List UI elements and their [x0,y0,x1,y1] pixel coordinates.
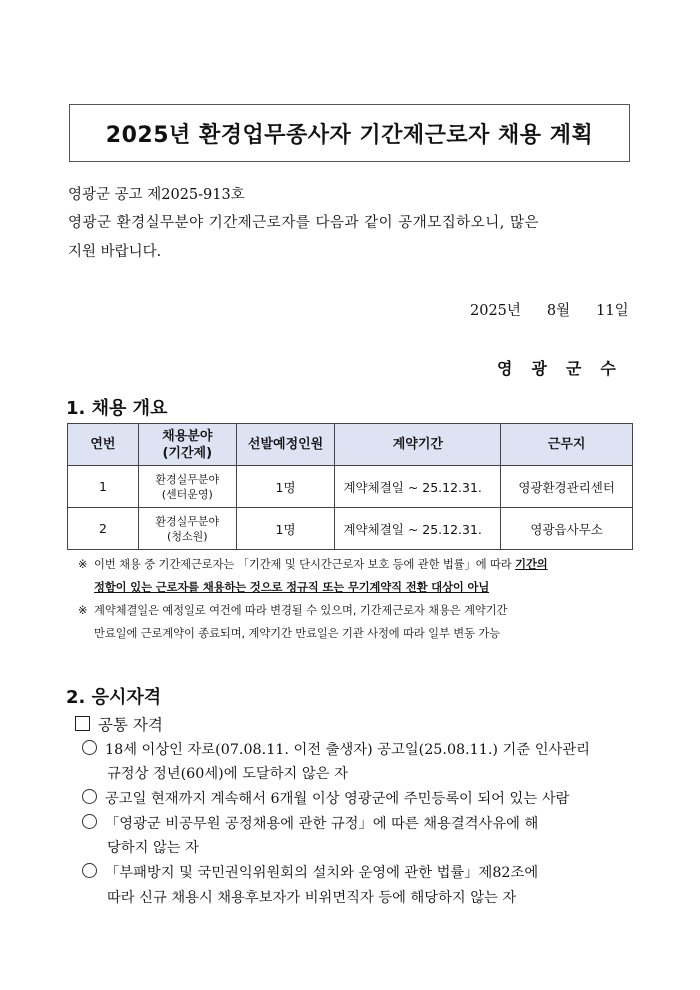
cell-no: 1 [68,466,139,508]
cell-count: 1명 [236,466,335,508]
header-no: 연번 [68,424,139,466]
cell-field: 환경실무분야 (청소원) [138,508,236,550]
cell-field: 환경실무분야 (센터운영) [138,466,236,508]
subheading-common-qualifications: 공통 자격 [75,713,163,735]
recruitment-overview-table [67,423,633,550]
qualification-item-1-cont: 규정상 정년(60세)에 도달하지 않은 자 [107,766,348,782]
qualification-item-3-cont: 당하지 않는 자 [107,840,199,856]
reference-mark-icon: ※ [78,604,88,617]
cell-workplace: 영광읍사무소 [501,508,633,550]
note-1-line-1: ※ 이번 채용 중 기간제근로자는 「기간제 및 단시간근로자 보호 등에 관한 법률」에 따라 기간의 [78,558,548,571]
square-bullet-icon [75,716,90,731]
section-heading-qualifications: 2. 응시자격 [66,687,162,708]
header-workplace: 근무지 [501,424,633,466]
notice-number: 영광군 공고 제2025-913호 [68,187,245,203]
date-year: 2025년 [470,303,521,319]
date-month: 8월 [546,303,571,319]
note-2-line-1: ※ 계약체결일은 예정일로 여건에 따라 변경될 수 있으며, 기간제근로자 채용은 계약기간 [78,604,508,617]
circle-bullet-icon [82,863,97,878]
qualification-item-2: 공고일 현재까지 계속해서 6개월 이상 영광군에 주민등록이 되어 있는 사람 [82,788,569,808]
reference-mark-icon: ※ [78,558,88,571]
qualification-item-1: 18세 이상인 자로(07.08.11. 이전 출생자) 공고일(25.08.11.) 기준 인사관리 [82,739,590,759]
circle-bullet-icon [82,814,97,829]
cell-period: 계약체결일 ~ 25.12.31. [335,508,501,550]
table-row [68,466,633,508]
header-count: 선발예정인원 [236,424,335,466]
cell-no: 2 [68,508,139,550]
note-2-line-2: 만료일에 근로계약이 종료되며, 계약기간 만료일은 기관 사정에 따라 일부 변동 가능 [94,627,501,640]
qualification-item-3: 「영광군 비공무원 공정채용에 관한 규정」에 따른 채용결격사유에 해 [82,813,538,833]
notice-date [470,299,629,320]
table-row [68,508,633,550]
section-heading-overview: 1. 채용 개요 [66,398,168,419]
header-period: 계약기간 [335,424,501,466]
circle-bullet-icon [82,789,97,804]
cell-period: 계약체결일 ~ 25.12.31. [335,466,501,508]
header-field: 채용분야 (기간제) [138,424,236,466]
intro-text-line-1: 영광군 환경실무분야 기간제근로자를 다음과 같이 공개모집하오니, 많은 [68,215,539,231]
table-header-row [68,424,633,466]
note-1-line-2: 정함이 있는 근로자를 채용하는 것으로 정규직 또는 무기계약직 전환 대상이 아님 [94,581,490,594]
document-title-box [69,104,630,162]
qualification-item-4-cont: 따라 신규 채용시 채용후보자가 비위면직자 등에 해당하지 않는 자 [107,890,517,906]
date-day: 11일 [596,303,629,319]
intro-text-line-2: 지원 바랍니다. [68,244,162,260]
circle-bullet-icon [82,740,97,755]
issuer-name: 영광군수 [497,359,635,378]
document-title: 2025년 환경업무종사자 기간제근로자 채용 계획 [105,122,594,148]
cell-count: 1명 [236,508,335,550]
cell-workplace: 영광환경관리센터 [501,466,633,508]
qualification-item-4: 「부패방지 및 국민권익위원회의 설치와 운영에 관한 법률」제82조에 [82,862,538,882]
